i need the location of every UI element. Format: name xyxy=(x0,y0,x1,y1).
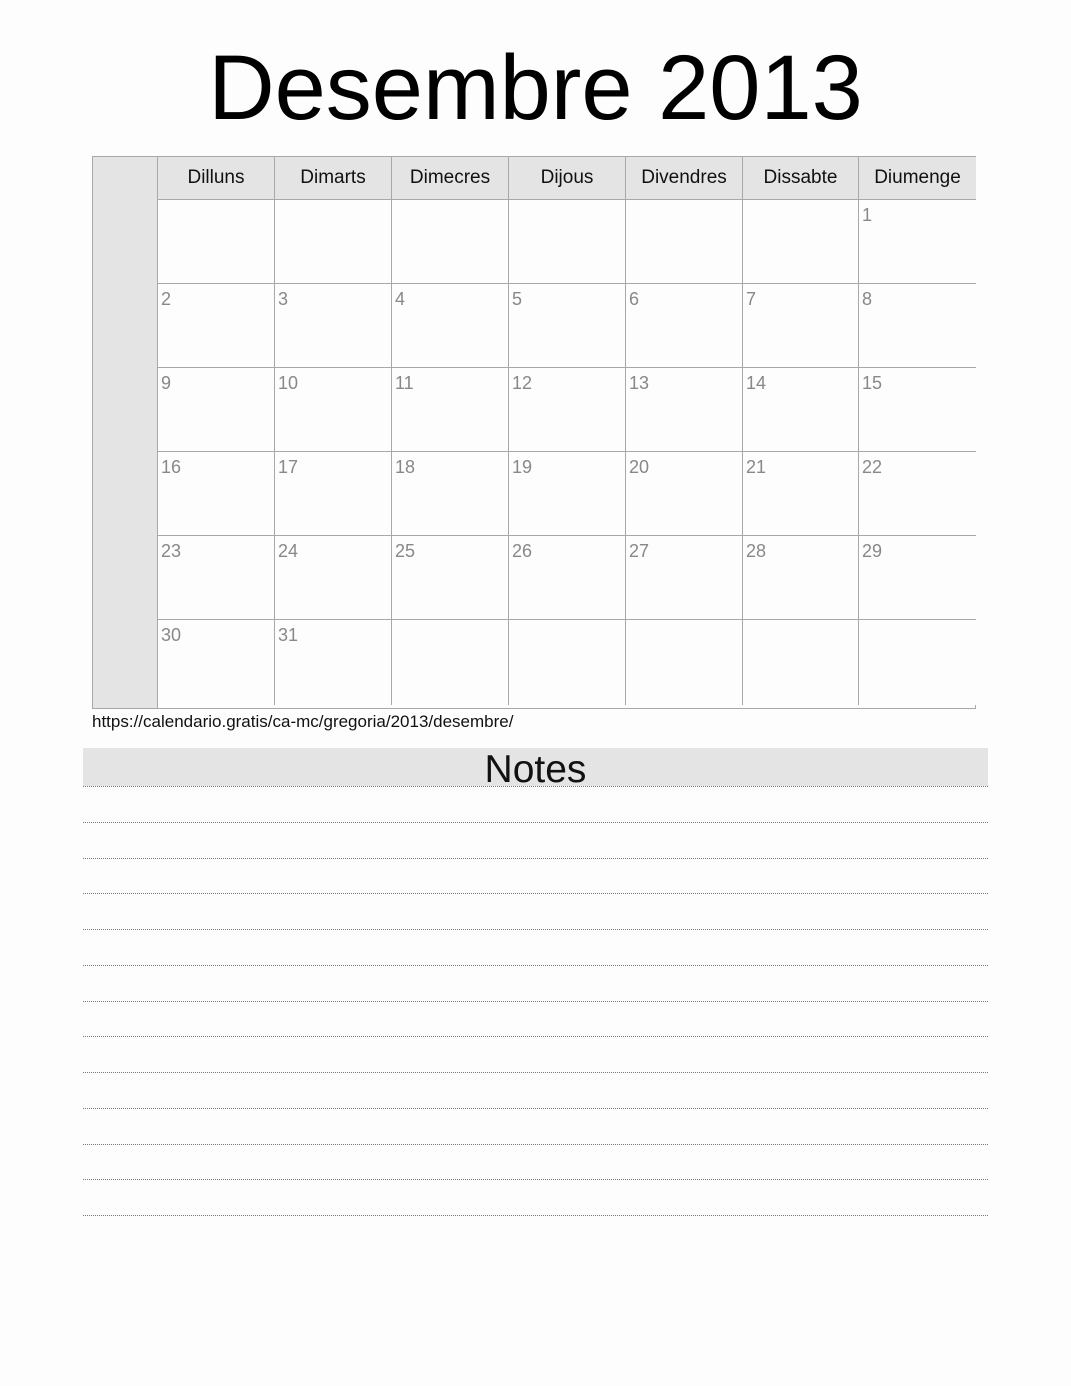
day-cell xyxy=(626,368,743,452)
day-number: 19 xyxy=(512,457,533,477)
day-cell xyxy=(158,536,275,620)
day-number: 17 xyxy=(278,457,299,477)
day-number: 3 xyxy=(278,289,289,309)
notes-line xyxy=(83,1215,988,1216)
day-number: 25 xyxy=(395,541,416,561)
day-cell xyxy=(859,536,976,620)
day-cell xyxy=(275,368,392,452)
day-number: 13 xyxy=(629,373,650,393)
month-title: Desembre 2013 xyxy=(208,37,863,139)
day-number: 22 xyxy=(862,457,883,477)
day-cell xyxy=(158,620,275,705)
notes-line xyxy=(83,1001,988,1002)
day-number: 7 xyxy=(746,289,757,309)
day-cell xyxy=(392,452,509,536)
day-number: 31 xyxy=(278,625,299,645)
day-cell xyxy=(158,368,275,452)
day-cell xyxy=(392,368,509,452)
weekday-header: Dissabte xyxy=(743,157,859,200)
day-number: 16 xyxy=(161,457,182,477)
day-cell xyxy=(392,536,509,620)
calendar-grid xyxy=(92,156,976,709)
day-cell xyxy=(626,452,743,536)
day-cell xyxy=(158,200,275,284)
source-url: https://calendario.gratis/ca-mc/gregoria/2013/desembre/ xyxy=(92,712,514,731)
day-cell xyxy=(859,452,976,536)
day-cell xyxy=(509,452,626,536)
day-number: 4 xyxy=(395,289,406,309)
notes-line xyxy=(83,1072,988,1073)
day-cell xyxy=(626,536,743,620)
day-number: 14 xyxy=(746,373,767,393)
day-number: 23 xyxy=(161,541,182,561)
notes-line xyxy=(83,1144,988,1145)
day-cell xyxy=(392,200,509,284)
weekday-header: Dijous xyxy=(509,157,626,200)
week-number-column xyxy=(93,157,158,708)
notes-line xyxy=(83,1108,988,1109)
day-number: 6 xyxy=(629,289,640,309)
day-cell xyxy=(509,200,626,284)
day-number: 28 xyxy=(746,541,767,561)
weekday-header: Dimarts xyxy=(275,157,392,200)
day-number: 9 xyxy=(161,373,172,393)
day-number: 26 xyxy=(512,541,533,561)
day-cell xyxy=(743,284,859,368)
day-cell xyxy=(743,536,859,620)
notes-line xyxy=(83,1036,988,1037)
notes-line xyxy=(83,965,988,966)
day-cell xyxy=(392,284,509,368)
day-number: 21 xyxy=(746,457,767,477)
day-number: 1 xyxy=(862,205,873,225)
notes-line xyxy=(83,1179,988,1180)
day-cell xyxy=(859,200,976,284)
weekday-header: Diumenge xyxy=(859,157,976,200)
day-number: 18 xyxy=(395,457,416,477)
day-cell xyxy=(158,452,275,536)
day-number: 27 xyxy=(629,541,650,561)
notes-line xyxy=(83,786,988,787)
day-cell xyxy=(509,284,626,368)
day-number: 15 xyxy=(862,373,883,393)
day-cell xyxy=(275,620,392,705)
day-cell xyxy=(275,452,392,536)
day-cell xyxy=(509,368,626,452)
day-number: 24 xyxy=(278,541,299,561)
weekday-header: Dimecres xyxy=(392,157,509,200)
day-number: 2 xyxy=(161,289,172,309)
day-number: 10 xyxy=(278,373,299,393)
day-cell xyxy=(743,452,859,536)
weekday-header: Divendres xyxy=(626,157,743,200)
day-number: 8 xyxy=(862,289,873,309)
day-cell xyxy=(275,284,392,368)
day-cell xyxy=(509,536,626,620)
day-cell xyxy=(509,620,626,705)
day-number: 11 xyxy=(395,373,414,393)
notes-line xyxy=(83,929,988,930)
day-cell xyxy=(859,620,976,705)
day-cell xyxy=(158,284,275,368)
day-cell xyxy=(626,620,743,705)
day-cell xyxy=(743,200,859,284)
day-number: 20 xyxy=(629,457,650,477)
day-number: 29 xyxy=(862,541,883,561)
notes-line xyxy=(83,893,988,894)
notes-line xyxy=(83,858,988,859)
day-number: 12 xyxy=(512,373,533,393)
day-cell xyxy=(743,368,859,452)
weekday-header: Dilluns xyxy=(158,157,275,200)
notes-title: Notes xyxy=(83,748,988,786)
day-number: 5 xyxy=(512,289,523,309)
day-cell xyxy=(743,620,859,705)
day-number: 30 xyxy=(161,625,182,645)
day-cell xyxy=(859,284,976,368)
day-cell xyxy=(275,536,392,620)
day-cell xyxy=(392,620,509,705)
day-cell xyxy=(275,200,392,284)
day-cell xyxy=(626,200,743,284)
day-cell xyxy=(626,284,743,368)
day-cell xyxy=(859,368,976,452)
notes-line xyxy=(83,822,988,823)
